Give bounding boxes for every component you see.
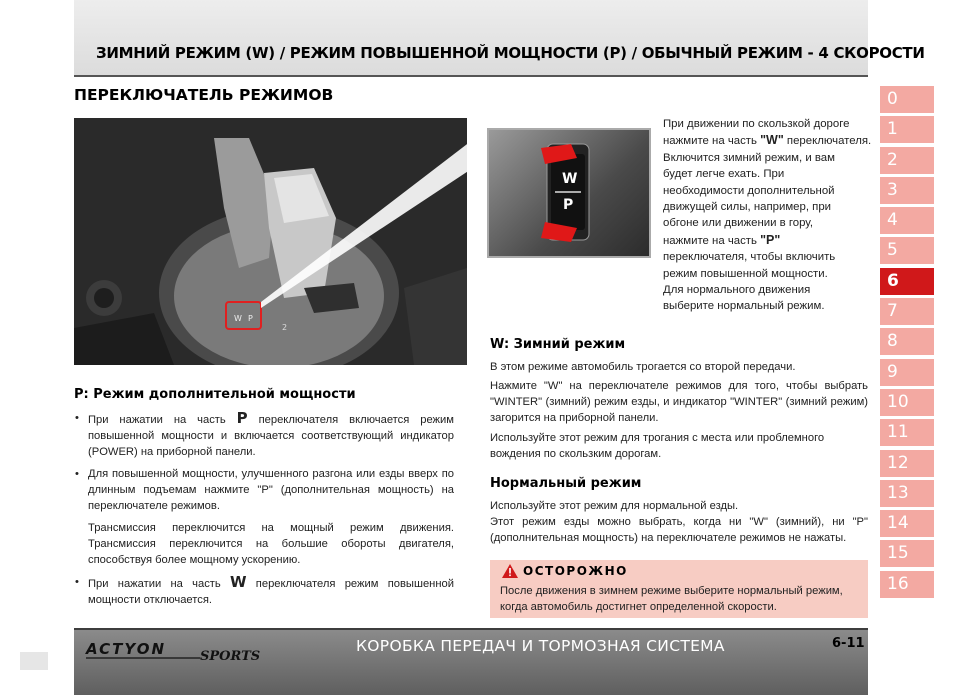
intro-line: режим повышенной мощности. xyxy=(663,267,828,280)
warning-triangle-icon xyxy=(502,564,518,578)
intro-line: При движении по скользкой дороге xyxy=(663,118,850,130)
page-number: 6-11 xyxy=(832,636,865,651)
corner-mark xyxy=(20,652,48,670)
chapter-tab-8[interactable]: 8 xyxy=(880,328,934,355)
warning-text: После движения в зимнем режиме выберите нормальный режим, когда автомобиль достигнет определенной скорости. xyxy=(500,585,843,613)
list-item: • При нажатии на часть W переключателя режим повышенной мощности отключается. xyxy=(74,574,454,608)
chapter-tab-5[interactable]: 5 xyxy=(880,237,934,264)
warning-box xyxy=(490,560,868,618)
intro-line: обгоне или движении в гору, xyxy=(663,217,814,230)
intro-text xyxy=(663,116,877,315)
chapter-tab-11[interactable]: 11 xyxy=(880,419,934,446)
normal-mode-heading: Нормальный режим xyxy=(490,476,642,491)
chapter-tab-1[interactable]: 1 xyxy=(880,116,934,143)
intro-line: движущей силы, например, при xyxy=(663,201,832,214)
header-band xyxy=(74,0,868,77)
winter-mode-heading: W: Зимний режим xyxy=(490,337,626,352)
winter-mode-p3: Используйте этот режим для трогания с места или проблемного вождения по скользким дорогам. xyxy=(490,432,825,460)
chapter-tab-13[interactable]: 13 xyxy=(880,480,934,507)
actyon-sports-logo xyxy=(82,636,302,666)
mode-switch-callout xyxy=(487,128,651,258)
chapter-tab-9[interactable]: 9 xyxy=(880,359,934,386)
power-mode-heading: P: Режим дополнительной мощности xyxy=(74,387,356,402)
photo-knob-p-label: P xyxy=(248,314,253,323)
list-item: • Для повышенной мощности, улучшенного разгона или езды вверх по длинным подъемам нажмите "P" (дополнительная мощность) на переключателе режимов. xyxy=(74,466,454,514)
chapter-tab-6[interactable]: 6 xyxy=(880,268,934,295)
chapter-tab-3[interactable]: 3 xyxy=(880,177,934,204)
chapter-tab-2[interactable]: 2 xyxy=(880,147,934,174)
callout-p-label: P xyxy=(563,197,574,213)
footer-chapter-title: КОРОБКА ПЕРЕДАЧ И ТОРМОЗНАЯ СИСТЕМА xyxy=(356,637,725,655)
callout-w-label: W xyxy=(562,171,578,187)
winter-mode-p1: В этом режиме автомобиль трогается со второй передачи. xyxy=(490,361,796,373)
intro-line: выберите нормальный режим. xyxy=(663,300,825,313)
intro-line: нажмите на часть "P" xyxy=(663,232,781,247)
chapter-tab-14[interactable]: 14 xyxy=(880,510,934,537)
winter-mode-p2: Нажмите "W" на переключателе режимов для того, чтобы выбрать "WINTER" (зимний) режим езды, и индикатор "WINTER" (зимний режим) загорится на приборной панели. xyxy=(490,380,868,424)
intro-line: переключателя, чтобы включить xyxy=(663,251,836,264)
normal-mode-p2: Этот режим езды можно выбрать, когда ни "W" (зимний), ни "P" (дополнительная мощность) на переключателе режимов не нажаты. xyxy=(490,516,868,544)
intro-line: будет легче ехать. При xyxy=(663,168,785,181)
photo-knob-w-label: W xyxy=(234,314,242,323)
chapter-tab-4[interactable]: 4 xyxy=(880,207,934,234)
intro-line: Для нормального движения xyxy=(663,284,811,297)
chapter-tab-10[interactable]: 10 xyxy=(880,389,934,416)
list-item-continuation: Трансмиссия переключится на мощный режим движения. Трансмиссия переключится на большие обороты двигателя, способствуя более мощному ускорению. xyxy=(88,522,454,566)
chapter-tab-16[interactable]: 16 xyxy=(880,571,934,598)
svg-text:ACTYON: ACTYON xyxy=(86,640,167,658)
list-item: • При нажатии на часть P переключателя включается режим повышенной мощности и включается соответствующий индикатор (POWER) на приборной панели. xyxy=(74,410,454,460)
shifter-photo xyxy=(74,118,467,365)
section-title: ПЕРЕКЛЮЧАТЕЛЬ РЕЖИМОВ xyxy=(74,86,334,104)
page-header-title: ЗИМНИЙ РЕЖИМ (W) / РЕЖИМ ПОВЫШЕННОЙ МОЩНОСТИ (P) / ОБЫЧНЫЙ РЕЖИМ - 4 СКОРОСТИ xyxy=(96,44,925,62)
chapter-tabs xyxy=(880,86,934,601)
chapter-tab-7[interactable]: 7 xyxy=(880,298,934,325)
normal-mode-p1: Используйте этот режим для нормальной езды. xyxy=(490,500,739,512)
intro-line: Включится зимний режим, и вам xyxy=(663,151,835,164)
svg-text:SPORTS: SPORTS xyxy=(200,649,261,664)
intro-line: необходимости дополнительной xyxy=(663,184,835,197)
chapter-tab-12[interactable]: 12 xyxy=(880,450,934,477)
photo-gear-label: 2 xyxy=(282,323,288,332)
chapter-tab-0[interactable]: 0 xyxy=(880,86,934,113)
warning-title: ОСТОРОЖНО xyxy=(523,564,628,578)
chapter-tab-15[interactable]: 15 xyxy=(880,540,934,567)
footer-band xyxy=(74,628,868,695)
intro-line: нажмите на часть "W" переключателя. xyxy=(663,133,872,148)
power-mode-list xyxy=(74,410,454,614)
